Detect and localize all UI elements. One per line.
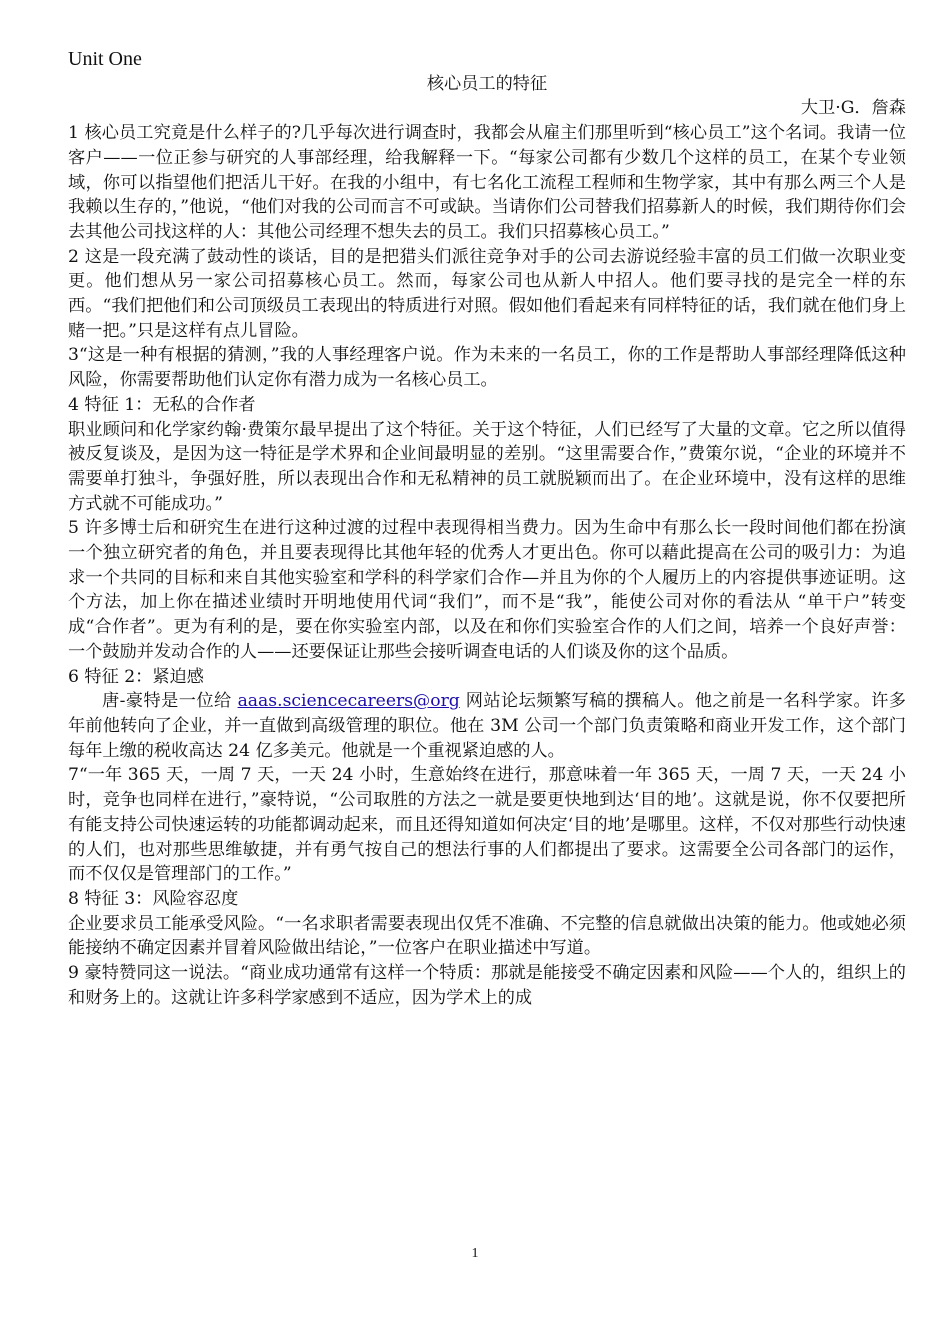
page-number: 1 [471,1246,479,1261]
paragraph-7: 7“一年 365 天，一周 7 天，一天 24 小时，生意始终在进行，那意味着一年 365 天，一周 7 天，一天 24 小时，竞争也同样在进行，”豪特说，“公司取胜的方法之一就是要更快地到达‘目的地’。这就是说，你不仅要把所有能支持公司快速运转的功能都调动起来，而且还得知道如何决定‘目的地’是哪里。这样，不仅对那些行动快速的人们，也对那些思维敏捷，并有勇气按自己的想法行事的人们都提出了要求。这需要全公司各部门的运作，而不仅仅是管理部门的工作。” [68,765,906,885]
paragraph-9: 9 豪特赞同这一说法。“商业成功通常有这样一个特质：那就是能接受不确定因素和风险——个人的，组织上的和财务上的。这就让许多科学家感到不适应，因为学术上的成 [68,963,906,1008]
document-body [68,47,906,1010]
author-name: 大卫·G．詹森 [800,98,906,119]
paragraph-6-rest: 网站论坛频繁写稿的撰稿人。他之前是一名科学家。许多年前他转向了企业，并一直做到高级管理的职位。他在 3M 公司一个部门负责策略和商业开发工作，这个部门每年上缴的税收高达 24 亿多美元。他就是一个重视紧迫感的人。 [68,691,906,761]
paragraph-6-intro: 唐-豪特是一位给 [102,691,238,712]
paragraph-3: 3“这是一种有根据的猜测，”我的人事经理客户说。作为未来的一名员工，你的工作是帮助人事部经理降低这种风险，你需要帮助他们认定你有潜力成为一名核心员工。 [68,345,906,391]
paragraph-2: 2 这是一段充满了鼓动性的谈话，目的是把猎头们派往竞争对手的公司去游说经验丰富的员工们做一次职业变更。他们想从另一家公司招募核心员工。然而，每家公司也从新人中招人。他们要寻找的是完全一样的东西。“我们把他们和公司顶级员工表现出的特质进行对照。假如他们看起来有同样特征的话，我们就在他们身上赌一把。”只是这样有点儿冒险。 [68,246,906,341]
email-link[interactable]: aaas.sciencecareers@org [237,691,460,712]
paragraph-6 [68,689,906,763]
section-heading-1: 4 特征 1：无私的合作者 [68,394,256,415]
section-heading-3: 8 特征 3：风险容忍度 [68,888,239,909]
paragraph-8: 企业要求员工能承受风险。“一名求职者需要表现出仅凭不准确、不完整的信息就做出决策的能力。他或她必须能接纳不确定因素并冒着风险做出结论，”一位客户在职业描述中写道。 [68,913,906,959]
paragraph-1: 1 核心员工究竟是什么样子的?几乎每次进行调查时，我都会从雇主们那里听到“核心员工”这个名词。我请一位客户——一位正参与研究的人事部经理，给我解释一下。“每家公司都有少数几个这样的员工，在某个专业领域，你可以指望他们把活儿干好。在我的小组中，有七名化工流程工程师和生物学家，其中有那么两三个人是我赖以生存的，”他说，“他们对我的公司而言不可或缺。当请你们公司替我们招募新人的时候，我们期待你们会去其他公司找这样的人：其他公司经理不想失去的员工。我们只招募核心员工。” [68,123,906,242]
unit-label: Unit One [68,48,142,70]
document-title: 核心员工的特征 [426,73,548,94]
paragraph-5: 5 许多博士后和研究生在进行这种过渡的过程中表现得相当费力。因为生命中有那么长一段时间他们都在扮演一个独立研究者的角色，并且要表现得比其他年轻的优秀人才更出色。你可以藉此提高在公司的吸引力：为追求一个共同的目标和来自其他实验室和学科的科学家们合作—并且为你的个人履历上的内容提供事迹证明。这个方法，加上你在描述业绩时开明地使用代词“我们”，而不是“我”，能使公司对你的看法从 “单干户”转变成“合作者”。更为有利的是，要在你实验室内部，以及在和你们实验室合作的人们之间，培养一个良好声誉：一个鼓励并发动合作的人——还要保证让那些会接听调查电话的人们谈及你的这个品质。 [68,518,906,662]
section-heading-2: 6 特征 2：紧迫感 [68,666,204,687]
paragraph-4: 职业顾问和化学家约翰·费策尔最早提出了这个特征。关于这个特征，人们已经写了大量的文章。它之所以值得被反复谈及，是因为这一特征是学术界和企业间最明显的差别。“这里需要合作，”费策尔说，“企业的环境并不需要单打独斗，争强好胜，所以表现出合作和无私精神的员工就脱颖而出了。在企业环境中，没有这样的思维方式就不可能成功。” [68,419,906,514]
